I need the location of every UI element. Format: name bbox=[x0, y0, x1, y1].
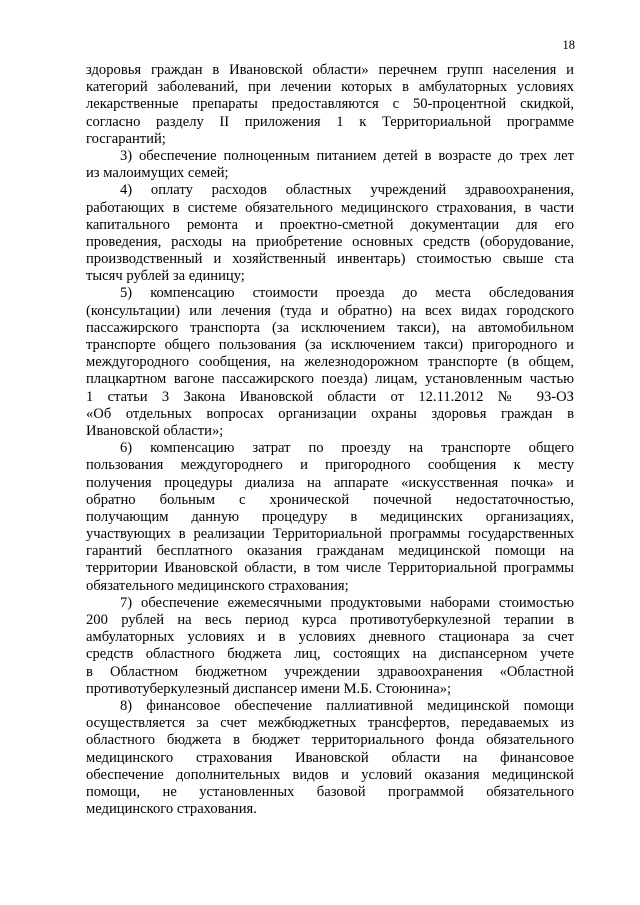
text-line: помощи, не установленных базовой программой обязательного bbox=[86, 783, 574, 800]
text-line: получения процедуры диализа на аппарате «искусственная почка» и bbox=[86, 474, 574, 491]
text-line: лекарственные препараты предоставляются с 50-процентной скидкой, bbox=[86, 96, 574, 113]
text-line: тысяч рублей за единицу; bbox=[86, 268, 245, 285]
text-line: территории Ивановской области, в том числе Территориальной программы bbox=[86, 560, 574, 577]
text-line: из малоимущих семей; bbox=[86, 165, 229, 182]
text-line: медицинского страхования. bbox=[86, 801, 257, 818]
text-line: участвующих в реализации Территориальной программы государственных bbox=[86, 526, 574, 543]
text-line: Ивановской области»; bbox=[86, 422, 224, 439]
text-line: здоровья граждан в Ивановской области» перечнем групп населения и bbox=[86, 62, 574, 78]
document-body bbox=[86, 62, 574, 818]
text-line: пользования междугороднего и пригородного сообщения к месту bbox=[86, 457, 574, 474]
text-line: междугородного сообщения, на железнодорожном транспорте (в общем, bbox=[86, 354, 574, 371]
text-line: 1 статьи 3 Закона Ивановской области от 12.11.2012 № 93-ОЗ bbox=[86, 388, 574, 405]
text-line: 3) обеспечение полноценным питанием детей в возрасте до трех лет bbox=[120, 147, 574, 164]
text-line: 4) оплату расходов областных учреждений здравоохранения, bbox=[120, 182, 574, 199]
text-line: 6) компенсацию затрат по проезду на транспорте общего bbox=[120, 440, 574, 457]
text-line: осуществляется за счет межбюджетных трансфертов, передаваемых из bbox=[86, 715, 574, 732]
text-line: амбулаторных условиях и в условиях дневного стационара за счет bbox=[86, 629, 574, 646]
text-line: 200 рублей на весь период курса противотуберкулезной терапии в bbox=[86, 612, 574, 628]
text-line: пассажирского транспорта (за исключением такси), на автомобильном bbox=[86, 319, 574, 336]
page-number: 18 bbox=[562, 38, 575, 52]
text-line: гарантий бесплатного оказания гражданам медицинской помощи на bbox=[86, 543, 574, 560]
text-line: обязательного медицинского страхования; bbox=[86, 577, 349, 594]
text-line: обеспечение дополнительных видов и условий оказания медицинской bbox=[86, 766, 574, 783]
text-line: областного бюджета в бюджет территориального фонда обязательного bbox=[86, 732, 574, 749]
text-line: средств областного бюджета лиц, состоящих на диспансерном учете bbox=[86, 646, 574, 663]
text-line: 8) финансовое обеспечение паллиативной медицинской помощи bbox=[120, 697, 574, 714]
text-line: обратно больным с хронической почечной недостаточностью, bbox=[86, 491, 574, 508]
text-line: плацкартном вагоне пассажирского поезда) лицам, установленным частью bbox=[86, 371, 574, 388]
text-line: работающих в системе обязательного медицинского страхования, в части bbox=[86, 199, 574, 216]
text-line: «Об отдельных вопросах организации охраны здоровья граждан в bbox=[86, 405, 574, 422]
text-line: 7) обеспечение ежемесячными продуктовыми наборами стоимостью bbox=[120, 594, 574, 611]
text-line: капитального ремонта и проектно-сметной документации для его bbox=[86, 216, 574, 233]
text-line: получающим данную процедуру в медицинских организациях, bbox=[86, 508, 574, 525]
text-line: 5) компенсацию стоимости проезда до места обследования bbox=[120, 285, 574, 302]
text-line: производственный и хозяйственный инвентарь) стоимостью свыше ста bbox=[86, 251, 574, 268]
text-line: транспорте общего пользования (за исключением такси) пригородного и bbox=[86, 337, 574, 353]
text-line: противотуберкулезный диспансер имени М.Б. Стоюнина»; bbox=[86, 680, 452, 697]
text-line: госгарантий; bbox=[86, 130, 166, 147]
text-line: согласно разделу II приложения 1 к Территориальной программе bbox=[86, 113, 574, 130]
text-line: медицинского страхования Ивановской области на финансовое bbox=[86, 749, 574, 766]
text-line: в Областном бюджетном учреждении здравоохранения «Областной bbox=[86, 663, 574, 680]
text-line: проведения, расходы на приобретение основных средств (оборудование, bbox=[86, 233, 574, 250]
text-line: категорий заболеваний, при лечении которых в амбулаторных условиях bbox=[86, 79, 574, 96]
text-line: (консультации) или лечения (туда и обратно) на всех видах городского bbox=[86, 302, 574, 319]
